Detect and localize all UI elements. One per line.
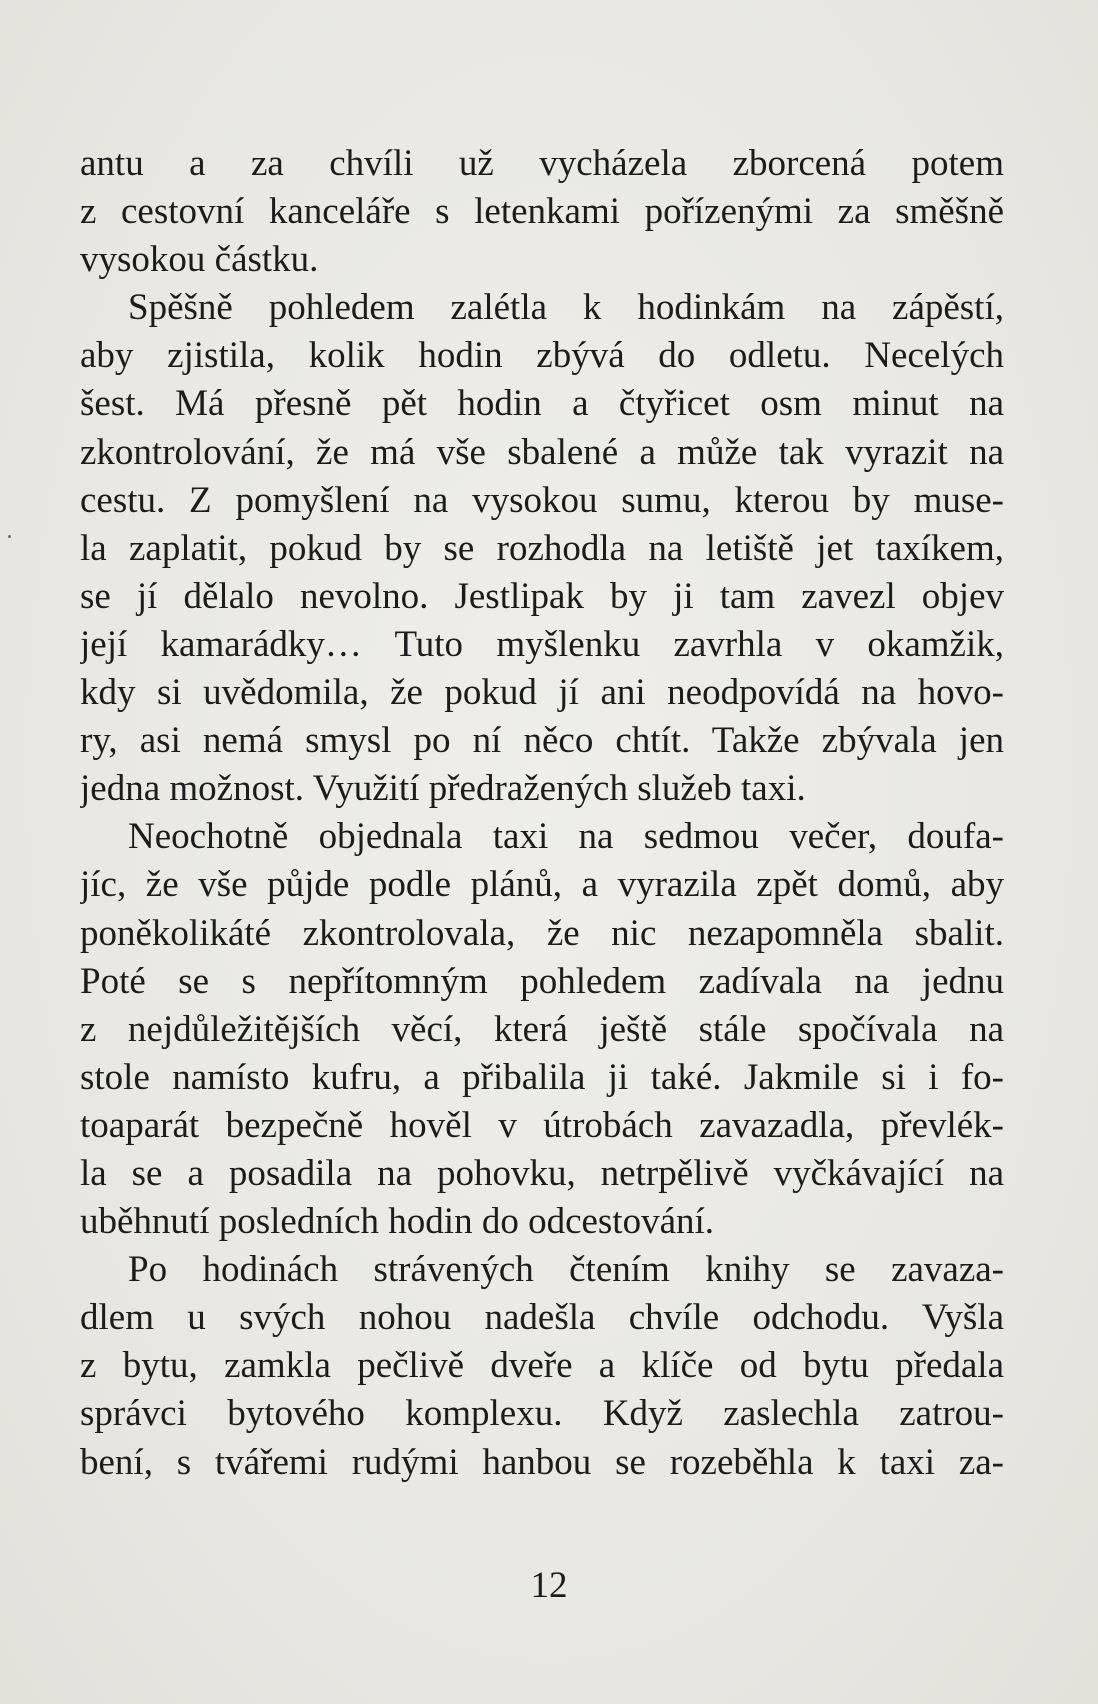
text-line: Neochotně objednala taxi na sedmou večer, doufa- [128,816,1004,858]
text-line: její kamarádky… Tuto myšlenku zavrhla v okamžik, [80,623,1004,665]
text-line: z cestovní kanceláře s letenkami pořízenými za směšně [80,191,1004,233]
text-line: antu a za chvíli už vycházela zborcená potem [80,143,1004,184]
text-line: toaparát bezpečně hověl v útrobách zavazadla, převlék- [80,1104,1004,1146]
text-line: z nejdůležitějších věcí, která ještě stále spočívala na [80,1008,1004,1050]
text-line: bení, s tvářemi rudými hanbou se rozeběhla k taxi za- [80,1441,1004,1483]
text-line: Po hodinách strávených čtením knihy se zavaza- [128,1249,1004,1291]
text-line: vysokou částku. [80,239,319,281]
text-line: dlem u svých nohou nadešla chvíle odchodu. Vyšla [80,1297,1004,1339]
text-line: Poté se s nepřítomným pohledem zadívala na jednu [80,960,1004,1002]
page-number: 12 [530,1565,568,1606]
text-line: jedna možnost. Využití předražených služeb taxi. [80,768,806,810]
text-line: la zaplatit, pokud by se rozhodla na letiště jet taxíkem, [80,527,1004,569]
text-line: z bytu, zamkla pečlivě dveře a klíče od bytu předala [80,1345,1004,1387]
text-line: správci bytového komplexu. Když zaslechla zatrou- [80,1393,1004,1435]
text-line: la se a posadila na pohovku, netrpělivě vyčkávající na [80,1152,1004,1194]
text-line: poněkolikáté zkontrolovala, že nic nezapomněla sbalit. [80,912,1004,954]
text-line: ry, asi nemá smysl po ní něco chtít. Takže zbývala jen [80,720,1004,762]
body-text [80,140,1004,1487]
text-line: kdy si uvědomila, že pokud jí ani neodpovídá na hovo- [80,672,1004,714]
paper-speck [8,535,11,538]
text-line: se jí dělalo nevolno. Jestlipak by ji tam zavezl objev [80,575,1004,617]
text-line: cestu. Z pomyšlení na vysokou sumu, kterou by muse- [80,479,1004,521]
text-line: šest. Má přesně pět hodin a čtyřicet osm minut na [80,383,1004,425]
text-line: uběhnutí posledních hodin do odcestování. [80,1201,715,1243]
text-line: zkontrolování, že má vše sbalené a může tak vyrazit na [80,431,1004,473]
text-line: jíc, že vše půjde podle plánů, a vyrazila zpět domů, aby [80,864,1004,906]
text-line: Spěšně pohledem zalétla k hodinkám na zápěstí, [128,287,1004,329]
text-line: stole namísto kufru, a přibalila ji také. Jakmile si i fo- [80,1056,1004,1098]
text-line: aby zjistila, kolik hodin zbývá do odletu. Necelých [80,335,1004,377]
